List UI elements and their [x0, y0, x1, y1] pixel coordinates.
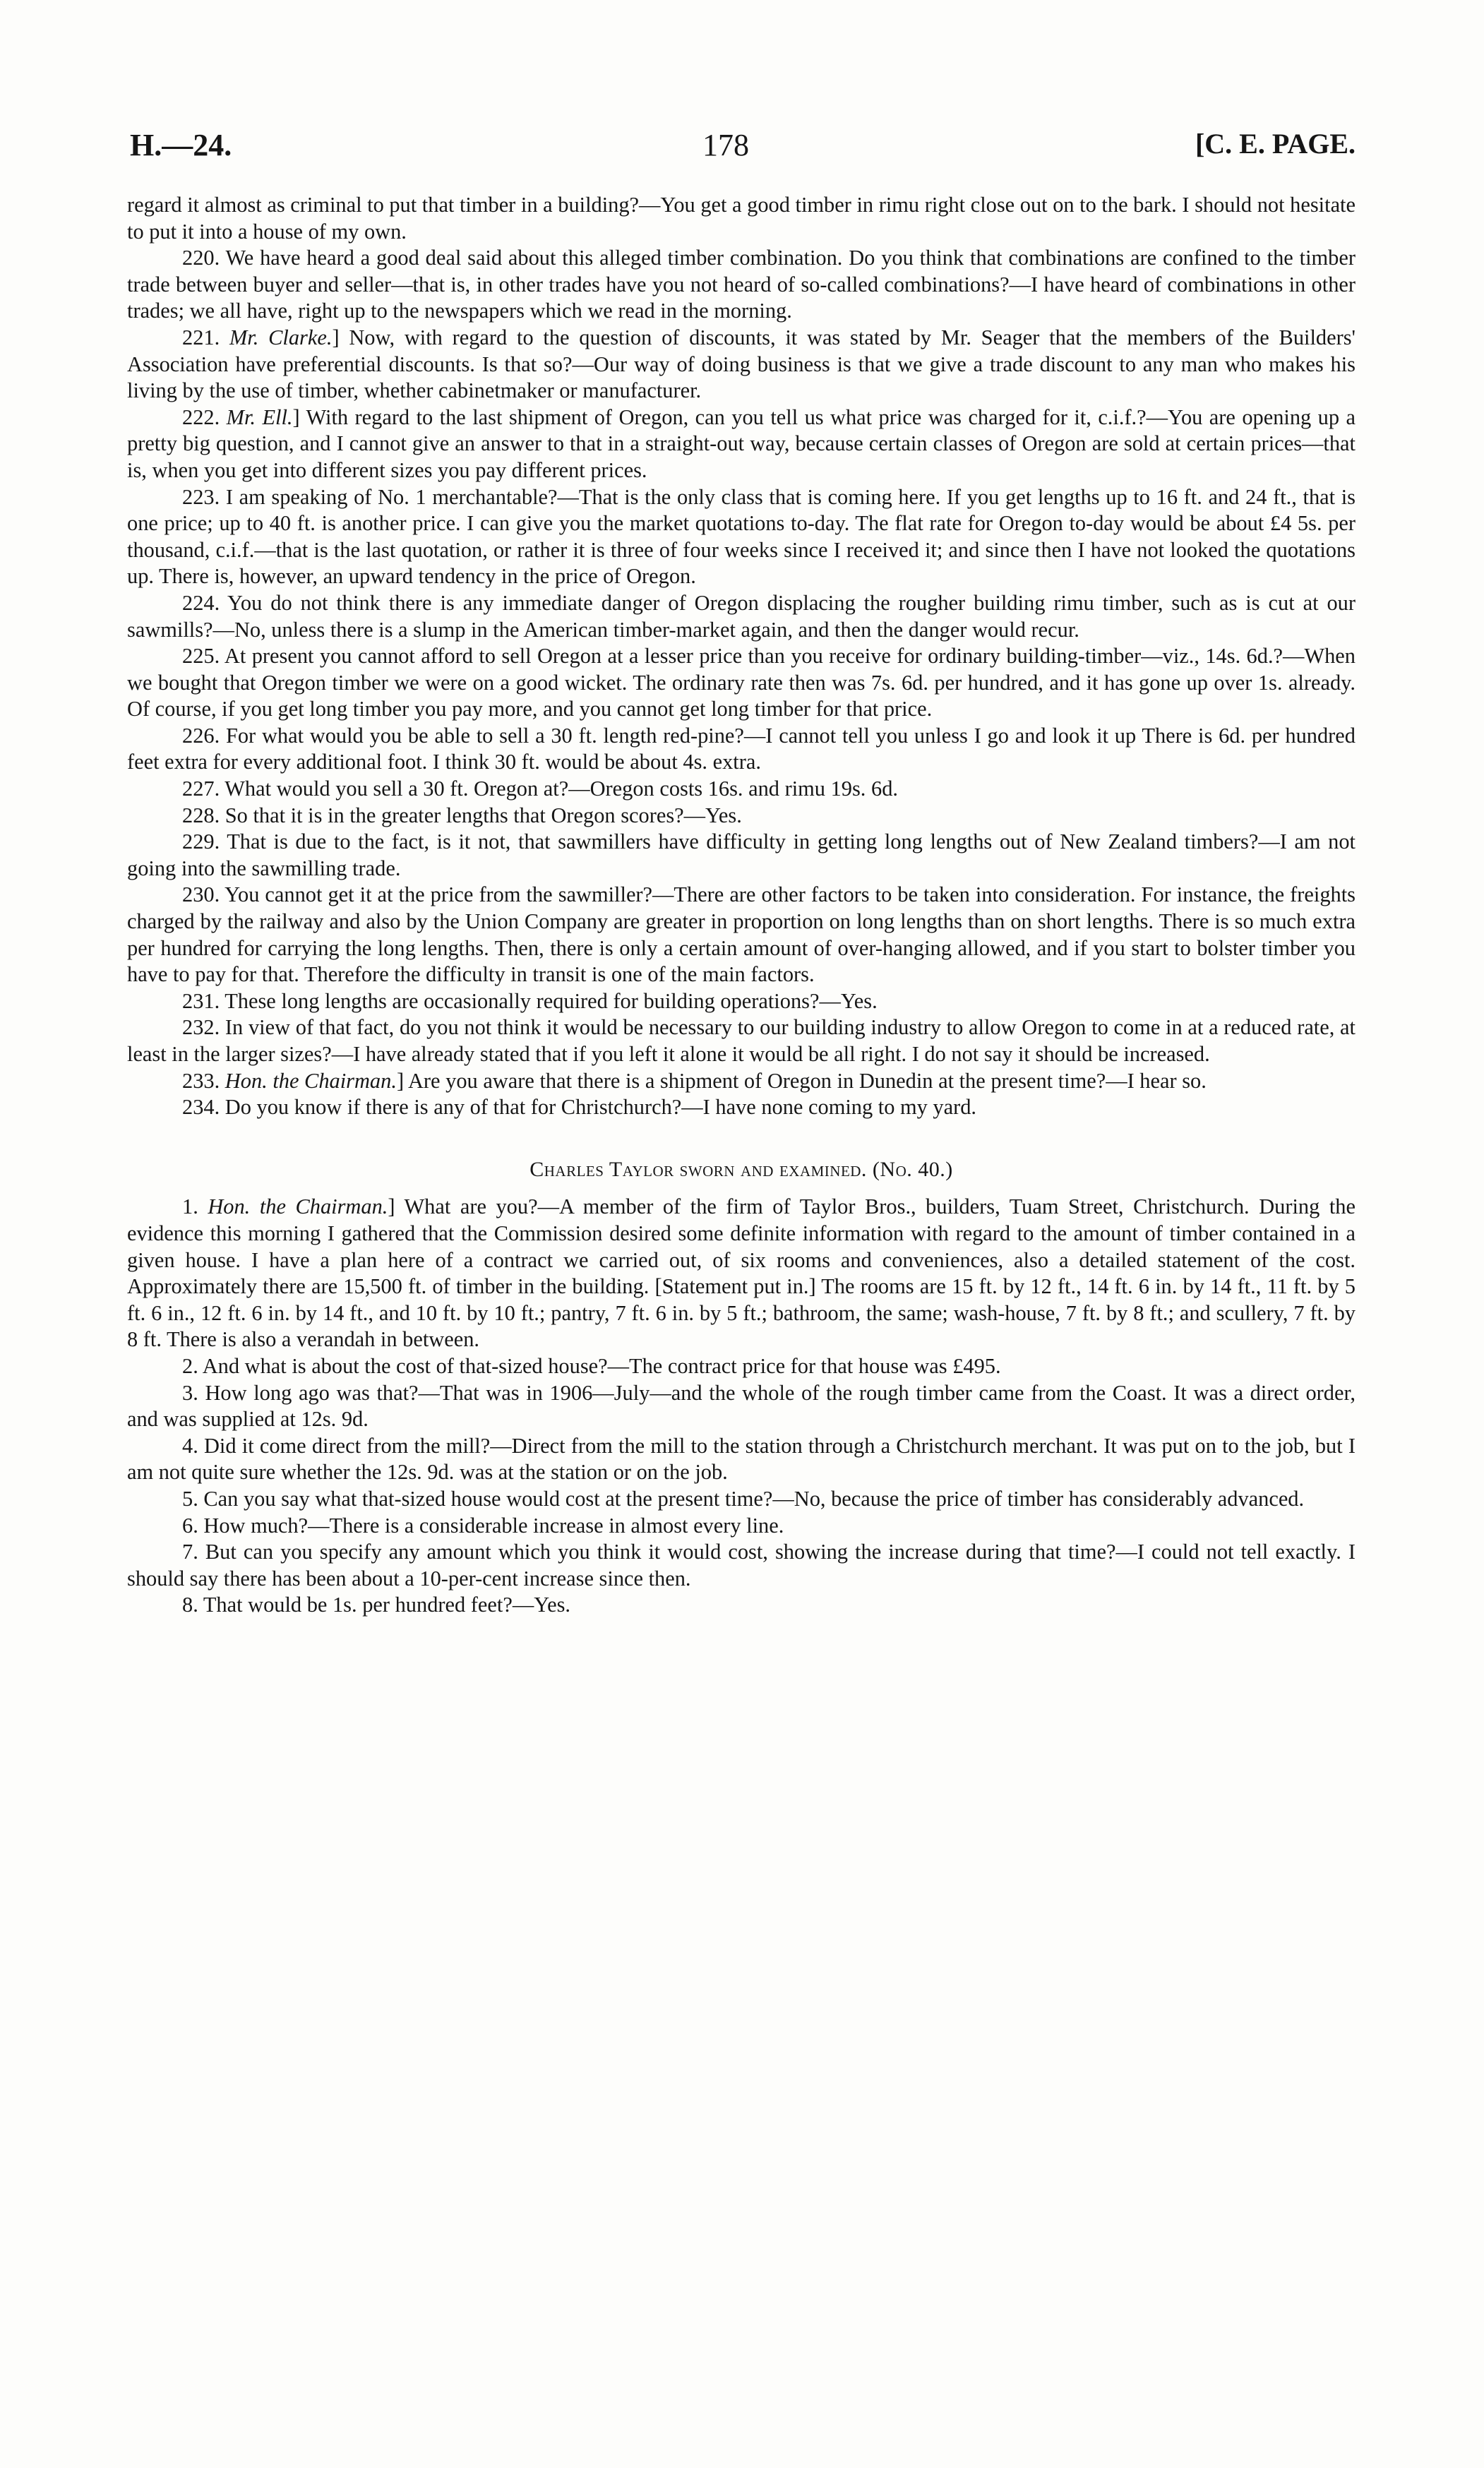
paragraph: 3. How long ago was that?—That was in 1906—July—and the whole of the rough timber came from the Coast. It was a direct order, and was supplied at 12s. 9d. [127, 1380, 1356, 1432]
paragraph: 1. Hon. the Chairman.] What are you?—A member of the firm of Taylor Bros., builders, Tuam Street, Christchurch. During the evidence this morning I gathered that the Commission desired some definite information with regard to the amount of timber contained in a given house. I have a plan here of a contract we carried out, of six rooms and conveniences, also a detailed statement of the cost. Approximately there are 15,500 ft. of timber in the building. [Statement put in.] The rooms are 15 ft. by 12 ft., 14 ft. 6 in. by 14 ft., 11 ft. by 5 ft. 6 in., 12 ft. 6 in. by 14 ft., and 10 ft. by 10 ft.; pantry, 7 ft. 6 in. by 5 ft.; bathroom, the same; wash-house, 7 ft. by 8 ft.; and scullery, 7 ft. by 8 ft. There is also a verandah in between. [127, 1194, 1356, 1352]
page-body [127, 192, 1356, 1619]
paragraph: 225. At present you cannot afford to sell Oregon at a lesser price than you receive for ordinary building-timber—viz., 14s. 6d.?—When we bought that Oregon timber we were on a good wicket. The ordinary rate then was 7s. 6d. per hundred, and it has gone up over 1s. already. Of course, if you get long timber you pay more, and you cannot get long timber for that price. [127, 644, 1356, 721]
paragraph: 222. Mr. Ell.] With regard to the last shipment of Oregon, can you tell us what price was charged for it, c.i.f.?—You are opening up a pretty big question, and I cannot give an answer to that in a straight-out way, because certain classes of Oregon are sold at certain prices—that is, when you get into different sizes you pay different prices. [127, 405, 1356, 482]
paragraph: 224. You do not think there is any immediate danger of Oregon displacing the rougher building rimu timber, such as is cut at our sawmills?—No, unless there is a slump in the American timber-market again, and then the danger would recur. [127, 590, 1356, 642]
paragraph: regard it almost as criminal to put that timber in a building?—You get a good timber in rimu right close out on to the bark. I should not hesitate to put it into a house of my own. [127, 193, 1356, 244]
paragraph: 230. You cannot get it at the price from the sawmiller?—There are other factors to be taken into consideration. For instance, the freights charged by the railway and also by the Union Company are greater in proportion on long lengths than on short lengths. There is so much extra per hundred for carrying the long lengths. Then, there is only a certain amount of over-hanging allowed, and if you start to bolster timber you have to pay for that. Therefore the difficulty in transit is one of the main factors. [127, 882, 1356, 987]
paragraph: 231. These long lengths are occasionally required for building operations?—Yes. [182, 988, 878, 1013]
paragraph: 6. How much?—There is a considerable increase in almost every line. [182, 1513, 784, 1538]
paragraph: 5. Can you say what that-sized house would cost at the present time?—No, because the price of timber has considerably advanced. [182, 1486, 1305, 1511]
page-header [127, 127, 1356, 176]
paragraph: 234. Do you know if there is any of that for Christchurch?—I have none coming to my yard. [182, 1095, 977, 1120]
document-page [127, 127, 1356, 1619]
paragraph: 232. In view of that fact, do you not think it would be necessary to our building industry to allow Oregon to come in at a reduced rate, at least in the larger sizes?—I have already stated that if you left it alone it would be all right. I do not say it should be increased. [127, 1015, 1356, 1066]
paragraph: 223. I am speaking of No. 1 merchantable?—That is the only class that is coming here. If you get lengths up to 16 ft. and 24 ft., that is one price; up to 40 ft. is another price. I can give you the market quotations to-day. The flat rate for Oregon to-day would be about £4 5s. per thousand, c.i.f.—that is the last quotation, or rather it is three of four weeks since I received it; and since then I have not looked the quotations up. There is, however, an upward tendency in the price of Oregon. [127, 484, 1356, 589]
speaker-name: Hon. the Chairman. [208, 1194, 388, 1219]
paragraph: 233. Hon. the Chairman.] Are you aware that there is a shipment of Oregon in Dunedin at the present time?—I hear so. [182, 1068, 1207, 1093]
paragraph: 8. That would be 1s. per hundred feet?—Yes. [182, 1593, 571, 1617]
page-number: 178 [702, 128, 749, 162]
document-reference: H.—24. [130, 128, 232, 162]
paragraph: 227. What would you sell a 30 ft. Oregon at?—Oregon costs 16s. and rimu 19s. 6d. [182, 777, 898, 801]
paragraph: 221. Mr. Clarke.] Now, with regard to the question of discounts, it was stated by Mr. Seager that the members of the Builders' Association have preferential discounts. Is that so?—Our way of doing business is that we give a trade discount to any man who makes his living by the use of timber, whether cabinetmaker or manufacturer. [127, 325, 1356, 403]
section-heading: Charles Taylor sworn and examined. (No. 40.) [529, 1157, 953, 1181]
paragraph: 226. For what would you be able to sell a 30 ft. length red-pine?—I cannot tell you unless I go and look it up There is 6d. per hundred feet extra for every additional foot. I think 30 ft. would be about 4s. extra. [127, 723, 1356, 774]
paragraph: 220. We have heard a good deal said about this alleged timber combination. Do you think that combinations are confined to the timber trade between buyer and seller—that is, in other trades have you not heard of so-called combinations?—I have heard of combinations in other trades; we all have, right up to the newspapers which we read in the morning. [127, 246, 1356, 323]
paragraph: 228. So that it is in the greater lengths that Oregon scores?—Yes. [182, 803, 742, 827]
paragraph: 7. But can you specify any amount which you think it would cost, showing the increase during that time?—I could not tell exactly. I should say there has been about a 10-per-cent increase since then. [127, 1540, 1356, 1591]
paragraph: 4. Did it come direct from the mill?—Direct from the mill to the station through a Christchurch merchant. It was put on to the job, but I am not quite sure whether the 12s. 9d. was at the station or on the job. [127, 1433, 1356, 1485]
speaker-name: Mr. Ell. [226, 405, 293, 429]
speaker-name: Hon. the Chairman. [225, 1068, 397, 1093]
speaker-name: Mr. Clarke. [229, 325, 333, 349]
witness-name-header: [C. E. PAGE. [1195, 128, 1356, 160]
paragraph: 229. That is due to the fact, is it not, that sawmillers have difficulty in getting long lengths out of New Zealand timbers?—I am not going into the sawmilling trade. [127, 829, 1356, 880]
paragraph: 2. And what is about the cost of that-sized house?—The contract price for that house was £495. [182, 1353, 1001, 1378]
